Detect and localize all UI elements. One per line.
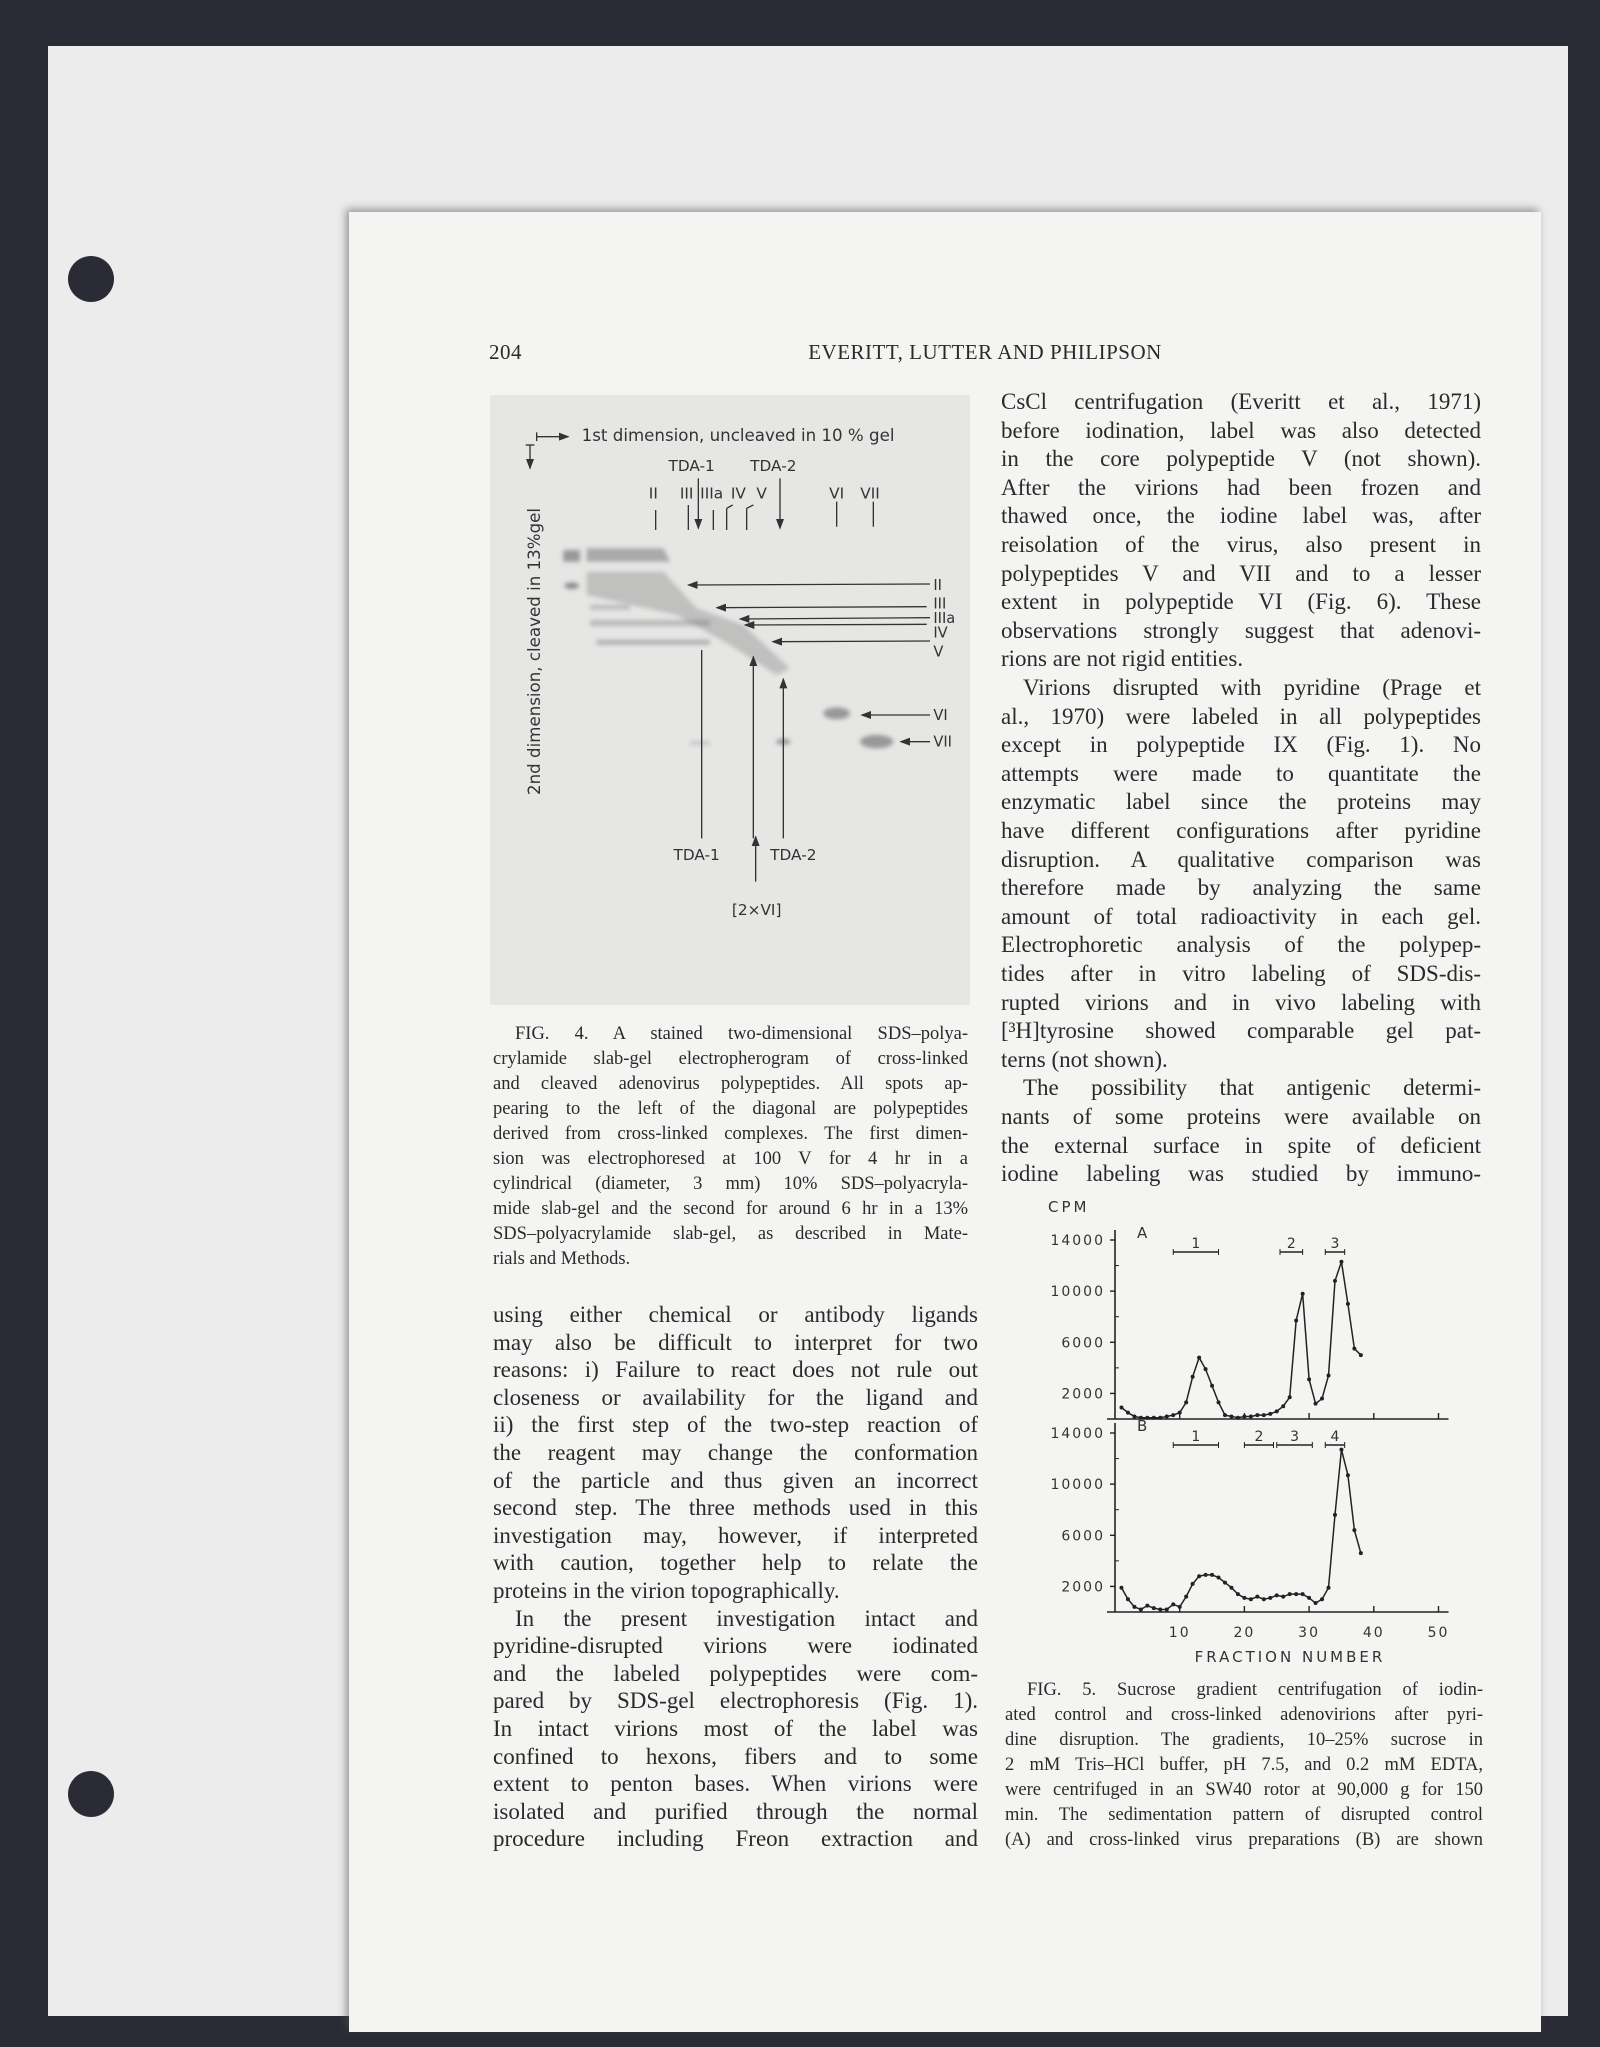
data-point [1158, 1416, 1162, 1420]
data-point [1333, 1513, 1337, 1517]
data-point [1359, 1353, 1363, 1357]
text-line: reisolation of the virus, also present in [1001, 532, 1481, 557]
data-point [1346, 1473, 1350, 1477]
text-line: confined to hexons, fibers and to some [493, 1743, 978, 1769]
data-point [1223, 1413, 1227, 1417]
data-point [1210, 1384, 1214, 1388]
data-point [1262, 1413, 1266, 1417]
text-line: rupted virions and in vivo labeling with [1001, 989, 1481, 1015]
text-line: Virions disrupted with pyridine (Prage et [1023, 675, 1481, 700]
text-line: thawed once, the iodine label was, after [1001, 503, 1481, 529]
figure5-caption [1005, 1680, 1483, 1860]
right-label-VI: VI [933, 707, 948, 724]
data-point [1339, 1448, 1343, 1452]
caption-line: FIG. 4. A stained two-dimensional SDS–polya- [515, 1024, 968, 1044]
text-line: with caution, together help to relate the [493, 1550, 978, 1576]
tda2-top-label: TDA-2 [750, 457, 797, 475]
y-tick-label: 2000 [1061, 1386, 1105, 1403]
data-point [1255, 1595, 1259, 1599]
caption-line: mide slab-gel and the second for around 6 hr in a 13% [493, 1199, 968, 1219]
text-line: pared by SDS-gel electrophoresis (Fig. 1). [493, 1688, 978, 1714]
punch-hole [68, 256, 114, 302]
data-point [1165, 1414, 1169, 1418]
data-point [1307, 1596, 1311, 1600]
tda1-top-label: TDA-1 [668, 457, 715, 475]
caption-line: and cleaved adenovirus polypeptides. All spots ap- [493, 1074, 968, 1094]
top-label-IIIa: IIIa [700, 484, 724, 503]
text-line: In intact virions most of the label was [493, 1716, 978, 1741]
text-line: pyridine-disrupted virions were iodinated [493, 1633, 978, 1659]
text-line: iodine labeling was studied by immuno- [1001, 1161, 1481, 1187]
caption-line: SDS–polyacrylamide slab-gel, as described in Mate- [493, 1224, 968, 1244]
text-line: rions are not rigid entities. [1001, 646, 1244, 672]
x-tick-label: 10 [1168, 1625, 1191, 1641]
data-point [1255, 1413, 1259, 1417]
figure4-gel-image [490, 395, 970, 1005]
data-point [1346, 1302, 1350, 1306]
text-line: observations strongly suggest that adenovi- [1001, 617, 1481, 643]
data-point [1191, 1582, 1195, 1586]
data-point [1339, 1260, 1343, 1264]
data-point [1204, 1573, 1208, 1577]
data-point [1294, 1592, 1298, 1596]
data-point [1126, 1411, 1130, 1415]
text-line: except in polypeptide IX (Fig. 1). No [1001, 732, 1481, 758]
data-point [1249, 1414, 1253, 1418]
data-point [1197, 1356, 1201, 1360]
pool-label: 2 [1286, 1236, 1296, 1252]
data-point [1301, 1292, 1305, 1296]
text-line: extent in polypeptide VI (Fig. 6). These [1001, 589, 1481, 615]
data-point [1352, 1528, 1356, 1532]
right-label-II: II [933, 577, 942, 594]
page-number: 204 [489, 340, 522, 364]
text-line: have different configurations after pyridine [1001, 818, 1481, 843]
series-line-A [1121, 1262, 1360, 1418]
data-point [1132, 1605, 1136, 1609]
text-line: reasons: i) Failure to react does not rule out [493, 1357, 978, 1383]
data-point [1178, 1411, 1182, 1415]
top-label-IV: IV [730, 484, 746, 503]
top-label-V: V [756, 484, 767, 503]
caption-line: crylamide slab-gel electropherogram of cross-linked [493, 1049, 968, 1069]
text-line: extent to penton bases. When virions were [493, 1771, 978, 1797]
text-line: nants of some proteins were available on [1001, 1104, 1481, 1129]
caption-line: were centrifuged in an SW40 rotor at 90,000 g for 150 [1005, 1780, 1483, 1800]
data-point [1242, 1596, 1246, 1600]
data-point [1281, 1404, 1285, 1408]
text-line: [³H]tyrosine showed comparable gel pat- [1001, 1018, 1481, 1044]
data-point [1119, 1405, 1123, 1409]
data-point [1184, 1595, 1188, 1599]
text-line: closeness or availability for the ligand and [493, 1384, 978, 1410]
data-point [1217, 1400, 1221, 1404]
data-point [1229, 1414, 1233, 1418]
text-line: amount of total radioactivity in each gel. [1001, 903, 1481, 929]
data-point [1171, 1413, 1175, 1417]
y-tick-label: 2000 [1061, 1579, 1105, 1596]
top-label-III: III [679, 484, 694, 503]
data-point [1229, 1586, 1233, 1590]
caption-line: 2 mM Tris–HCl buffer, pH 7.5, and 0.2 mM EDTA, [1005, 1755, 1483, 1775]
data-point [1178, 1605, 1182, 1609]
text-line: and the labeled polypeptides were com- [493, 1660, 978, 1686]
panel-label: A [1137, 1224, 1148, 1242]
x-tick-label: 40 [1362, 1625, 1385, 1641]
data-point [1184, 1400, 1188, 1404]
data-point [1210, 1573, 1214, 1577]
y-tick-label: 14000 [1050, 1426, 1105, 1442]
right-label-IIIa: IIIa [933, 610, 956, 627]
data-point [1333, 1279, 1337, 1283]
data-point [1288, 1592, 1292, 1596]
figure4-caption [493, 1024, 968, 1274]
data-point [1152, 1416, 1156, 1420]
top-label-II: II [648, 484, 658, 503]
caption-line: sion was electrophoresed at 100 V for 4 hr in a [493, 1149, 968, 1169]
dimer-vi-label: [2×VI] [731, 901, 782, 919]
data-point [1314, 1402, 1318, 1406]
top-label-VII: VII [860, 484, 880, 503]
data-point [1301, 1592, 1305, 1596]
right-column-text [1001, 389, 1481, 1187]
data-point [1320, 1597, 1324, 1601]
data-point [1236, 1416, 1240, 1420]
data-point [1268, 1412, 1272, 1416]
data-point [1217, 1575, 1221, 1579]
second-dimension-label: 2nd dimension, cleaved in 13%gel [525, 507, 544, 795]
text-line: investigation may, however, if interpreted [493, 1522, 978, 1548]
y-tick-label: 14000 [1050, 1233, 1105, 1249]
right-label-V: V [933, 643, 944, 661]
text-line: of the particle and thus given an incorrect [493, 1467, 978, 1493]
data-point [1314, 1601, 1318, 1605]
series-line-B [1121, 1450, 1360, 1610]
text-line: polypeptides V and VII and to a lesser [1001, 560, 1481, 586]
data-point [1242, 1414, 1246, 1418]
text-line: before iodination, label was also detected [1001, 417, 1481, 443]
text-line: After the virions had been frozen and [1001, 474, 1481, 500]
data-point [1359, 1551, 1363, 1555]
panel-label: B [1137, 1417, 1148, 1435]
x-tick-label: 20 [1233, 1625, 1256, 1641]
text-line: the reagent may change the conformation [493, 1440, 978, 1465]
text-line: In the present investigation intact and [515, 1605, 978, 1631]
text-line: enzymatic label since the proteins may [1001, 789, 1481, 815]
data-point [1171, 1602, 1175, 1606]
data-point [1275, 1409, 1279, 1413]
y-tick-label: 10000 [1050, 1477, 1105, 1494]
data-point [1165, 1607, 1169, 1611]
text-line: proteins in the virion topographically. [493, 1578, 840, 1603]
data-point [1236, 1592, 1240, 1596]
data-point [1145, 1604, 1149, 1608]
caption-line: pearing to the left of the diagonal are polypeptides [493, 1099, 968, 1119]
caption-line: derived from cross-linked complexes. The first dimen- [493, 1124, 968, 1144]
text-line: procedure including Freon extraction and [493, 1826, 978, 1852]
text-line: tides after in vitro labeling of SDS-dis- [1001, 961, 1481, 986]
right-label-III: III [933, 595, 947, 613]
data-point [1307, 1377, 1311, 1381]
text-line: in the core polypeptide V (not shown). [1001, 446, 1481, 472]
running-title: EVERITT, LUTTER AND PHILIPSON [808, 340, 1162, 364]
data-point [1268, 1596, 1272, 1600]
data-point [1197, 1574, 1201, 1578]
figure5-chart [1000, 1190, 1460, 1680]
pool-label: 1 [1191, 1429, 1201, 1445]
caption-line: ated control and cross-linked adenovirions after pyri- [1005, 1705, 1483, 1725]
caption-line: (A) and cross-linked virus preparations (B) are shown [1005, 1830, 1483, 1850]
text-line: second step. The three methods used in this [493, 1495, 978, 1521]
y-tick-label: 10000 [1050, 1284, 1105, 1301]
text-line: al., 1970) were labeled in all polypeptides [1001, 703, 1481, 729]
tda1-bottom-label: TDA-1 [673, 846, 720, 864]
caption-line: FIG. 5. Sucrose gradient centrifugation of iodin- [1027, 1680, 1483, 1700]
y-tick-label: 6000 [1061, 1528, 1105, 1545]
caption-line: cylindrical (diameter, 3 mm) 10% SDS–polyacryla- [493, 1174, 968, 1194]
text-line: the external surface in spite of deficient [1001, 1132, 1481, 1158]
text-line: may also be difficult to interpret for two [493, 1329, 978, 1355]
data-point [1119, 1586, 1123, 1590]
text-line: The possibility that antigenic determi- [1023, 1075, 1481, 1101]
text-line: ii) the first step of the two-step reaction of [493, 1412, 978, 1438]
text-line: isolated and purified through the normal [493, 1798, 978, 1824]
data-point [1249, 1597, 1253, 1601]
text-line: CsCl centrifugation (Everitt et al., 1971) [1001, 389, 1481, 414]
first-dimension-label: 1st dimension, uncleaved in 10 % gel [581, 426, 895, 445]
tda2-bottom-label: TDA-2 [770, 846, 817, 864]
text-line: disruption. A qualitative comparison was [1001, 846, 1481, 872]
gel-spots [563, 548, 893, 748]
data-point [1275, 1593, 1279, 1597]
text-line: Electrophoretic analysis of the polypep- [1001, 932, 1481, 958]
y-tick-label: 6000 [1061, 1335, 1105, 1352]
data-point [1281, 1595, 1285, 1599]
x-tick-label: 50 [1427, 1625, 1450, 1641]
data-point [1132, 1414, 1136, 1418]
x-axis-label: FRACTION NUMBER [1194, 1648, 1386, 1666]
text-line: using either chemical or antibody ligands [493, 1302, 978, 1327]
right-label-IV: IV [933, 624, 948, 642]
data-point [1320, 1397, 1324, 1401]
caption-line: rials and Methods. [493, 1249, 631, 1269]
pool-label: 2 [1254, 1429, 1264, 1445]
punch-hole [68, 1771, 114, 1817]
data-point [1294, 1319, 1298, 1323]
data-point [1288, 1395, 1292, 1399]
pool-label: 4 [1330, 1429, 1340, 1445]
left-column-text [493, 1302, 978, 1862]
y-axis-label: CPM [1048, 1198, 1090, 1216]
text-line: attempts were made to quantitate the [1001, 760, 1481, 786]
data-point [1191, 1375, 1195, 1379]
data-point [1223, 1581, 1227, 1585]
data-point [1158, 1607, 1162, 1611]
top-label-VI: VI [829, 484, 845, 503]
data-point [1262, 1597, 1266, 1601]
text-line: terns (not shown). [1001, 1046, 1168, 1072]
pool-label: 1 [1191, 1236, 1201, 1252]
text-line: therefore made by analyzing the same [1001, 875, 1481, 901]
data-point [1126, 1597, 1130, 1601]
data-point [1327, 1586, 1331, 1590]
caption-line: dine disruption. The gradients, 10–25% sucrose in [1005, 1730, 1483, 1750]
data-point [1352, 1347, 1356, 1351]
data-point [1204, 1367, 1208, 1371]
data-point [1152, 1606, 1156, 1610]
data-point [1139, 1607, 1143, 1611]
x-tick-label: 30 [1298, 1625, 1321, 1641]
caption-line: min. The sedimentation pattern of disrupted control [1005, 1805, 1483, 1825]
right-label-VII: VII [933, 733, 953, 751]
data-point [1327, 1374, 1331, 1378]
pool-label: 3 [1330, 1236, 1340, 1252]
gel-electropherogram [490, 395, 970, 1005]
pool-label: 3 [1290, 1429, 1300, 1445]
